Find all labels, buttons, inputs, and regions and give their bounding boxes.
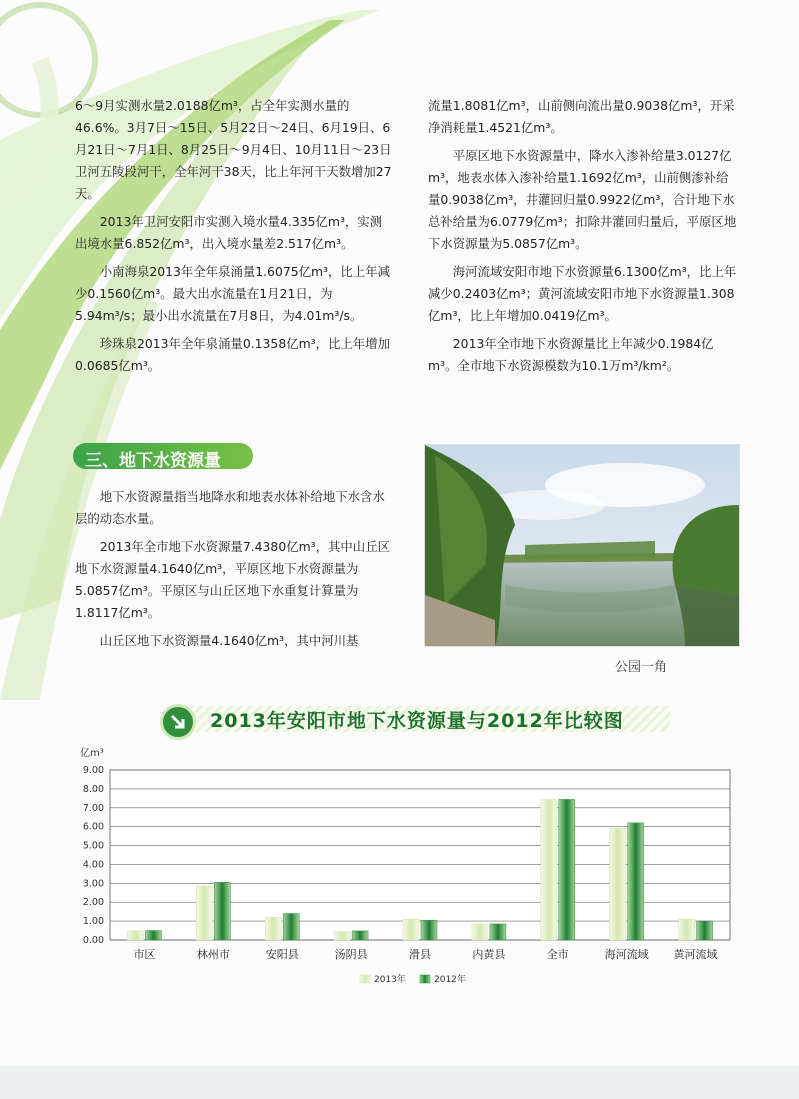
- x-tick-label: 滑县: [409, 948, 431, 961]
- y-tick-label: 4.00: [82, 859, 104, 871]
- bar-2013: [679, 919, 695, 940]
- x-tick-label: 黄河流域: [673, 948, 718, 961]
- bar-2013: [334, 932, 350, 941]
- x-tick-label: 林州市: [196, 948, 230, 961]
- x-tick-label: 安阳县: [265, 948, 299, 961]
- x-tick-label: 内黄县: [472, 948, 506, 961]
- page-footer: [0, 1066, 799, 1099]
- paragraph: 海河流域安阳市地下水资源量6.1300亿m³，比上年减少0.2403亿m³；黄河流域安阳市地下水资源量1.308亿m³，比上年增加0.0419亿m³。: [428, 264, 737, 323]
- bar-2013: [610, 829, 626, 940]
- paragraph: 2013年全市地下水资源量比上年减少0.1984亿m³。全市地下水资源模数为10.1万m³/km²。: [428, 336, 714, 373]
- chart-title: 2013年安阳市地下水资源量与2012年比较图: [210, 710, 624, 732]
- x-tick-label: 海河流域: [604, 948, 649, 961]
- paragraph: 平原区地下水资源量中，降水入渗补给量3.0127亿m³，地表水体入渗补给量1.1692亿m³，山前侧渗补给量0.9038亿m³，井灌回归量0.9922亿m³，合计地下水总补给量为6.0779亿m³；扣除井灌回归量后，平原区地下水资源量为5.0857亿m³。: [428, 148, 737, 251]
- left-column-lower: [75, 486, 393, 658]
- paragraph: 珍珠泉2013年全年泉涌量0.1358亿m³，比上年增加0.0685亿m³。: [75, 336, 390, 373]
- bar-2012: [283, 914, 299, 940]
- paragraph: 2013年全市地下水资源量7.4380亿m³，其中山丘区地下水资源量4.1640亿m³，平原区地下水资源量为5.0857亿m³。平原区与山丘区地下水重复计算量为1.8117亿m³。: [75, 539, 390, 620]
- y-tick-label: 8.00: [82, 783, 104, 795]
- bar-2013: [541, 799, 557, 940]
- chart-heading: [150, 700, 650, 738]
- legend-label: 2012年: [434, 975, 466, 985]
- bar-chart: [70, 740, 740, 1000]
- bar-2012: [490, 924, 506, 940]
- y-tick-label: 1.00: [82, 916, 104, 928]
- paragraph: 2013年卫河安阳市实测入境水量4.335亿m³，实测出境水量6.852亿m³，出入境水量差2.517亿m³。: [75, 214, 383, 251]
- legend-label: 2013年: [374, 975, 406, 985]
- y-tick-label: 7.00: [82, 802, 104, 814]
- x-tick-label: 全市: [546, 948, 569, 961]
- y-tick-label: 5.00: [82, 840, 104, 852]
- bar-2012: [628, 823, 644, 940]
- paragraph: 小南海泉2013年全年泉涌量1.6075亿m³，比上年减少0.1560亿m³。最大出水流量在1月21日，为5.94m³/s；最小出水流量在7月8日，为4.01m³/s。: [75, 264, 390, 323]
- bar-2013: [403, 919, 419, 940]
- bar-2013: [265, 917, 281, 940]
- bar-2012: [145, 931, 161, 940]
- photo-caption: 公园一角: [615, 660, 668, 675]
- x-tick-label: 汤阴县: [334, 948, 368, 961]
- paragraph: 山丘区地下水资源量4.1640亿m³，其中河川基: [99, 633, 359, 648]
- bar-2013: [127, 931, 143, 940]
- bar-2012: [421, 920, 437, 940]
- bar-2012: [352, 931, 368, 940]
- paragraph: 6～9月实测水量2.0188亿m³，占全年实测水量的46.6%。3月7日～15日、5月22日～24日、6月19日、6月21日～7月1日、8月25日～9月4日、10月11日～23日卫河五陵段河干，全年河干38天，比上年河干天数增加27天。: [75, 98, 392, 201]
- arrow-icon: [160, 704, 196, 740]
- bar-2012: [559, 799, 575, 940]
- legend-swatch: [360, 975, 370, 983]
- legend-swatch: [420, 975, 430, 983]
- bar-2012: [214, 882, 230, 940]
- left-column: [75, 95, 393, 383]
- y-tick-label: 6.00: [82, 821, 104, 833]
- y-tick-label: 9.00: [82, 765, 104, 776]
- x-tick-label: 市区: [133, 948, 156, 961]
- right-column: [428, 95, 738, 383]
- bar-2012: [697, 921, 713, 940]
- bar-2013: [472, 924, 488, 940]
- y-axis-label: 亿m³: [80, 748, 104, 759]
- section-title: 三、地下水资源量: [85, 451, 221, 471]
- paragraph: 流量1.8081亿m³，山前侧向流出量0.9038亿m³，开采净消耗量1.4521亿m³。: [428, 98, 735, 135]
- y-tick-label: 2.00: [82, 897, 104, 909]
- section-heading: [73, 441, 273, 471]
- paragraph: 地下水资源量指当地降水和地表水体补给地下水含水层的动态水量。: [75, 489, 385, 526]
- park-photo: [424, 444, 740, 647]
- y-tick-label: 0.00: [82, 935, 104, 946]
- bar-2013: [196, 886, 212, 940]
- y-tick-label: 3.00: [82, 878, 104, 890]
